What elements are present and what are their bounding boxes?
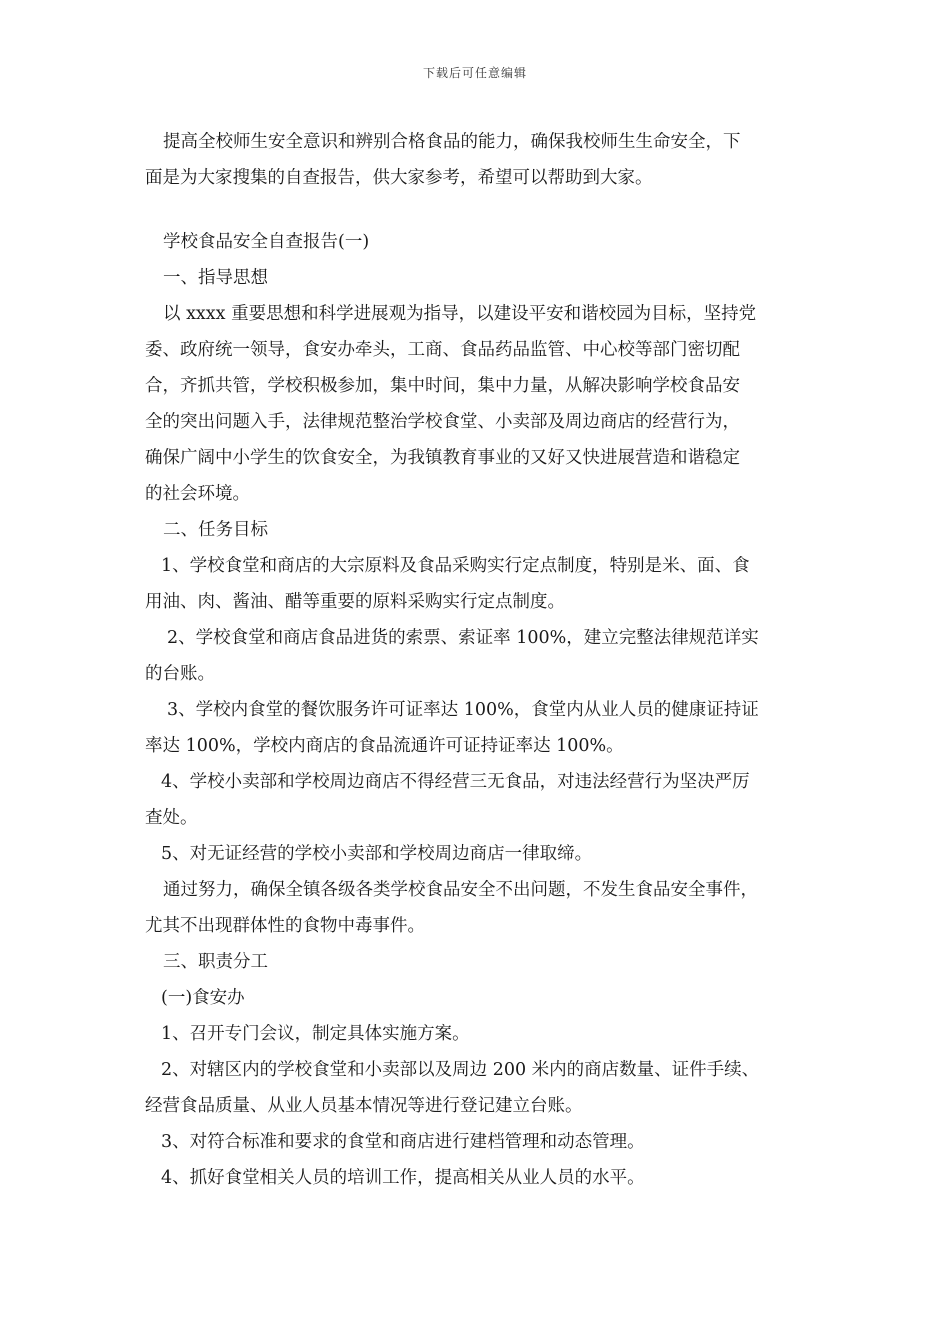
body-line: 委、政府统一领导，食安办牵头，工商、食品药品监管、中心校等部门密切配 — [145, 340, 740, 360]
paragraph-gap — [145, 196, 820, 224]
list-item-line: 经营食品质量、从业人员基本情况等进行登记建立台账。 — [145, 1096, 583, 1116]
body-line: 全的突出问题入手，法律规范整治学校食堂、小卖部及周边商店的经营行为， — [145, 412, 740, 432]
intro-line: 面是为大家搜集的自查报告，供大家参考，希望可以帮助到大家。 — [145, 168, 653, 188]
list-item-line: 5、对无证经营的学校小卖部和学校周边商店一律取缔。 — [161, 844, 593, 864]
document-body — [145, 124, 820, 1196]
subsection-heading: (一)食安办 — [161, 988, 245, 1008]
list-item-line: 用油、肉、酱油、醋等重要的原料采购实行定点制度。 — [145, 592, 565, 612]
list-item-line: 2、对辖区内的学校食堂和小卖部以及周边 200 米内的商店数量、证件手续、 — [161, 1060, 760, 1080]
list-item-line: 3、学校内食堂的餐饮服务许可证率达 100%，食堂内从业人员的健康证持证 — [167, 700, 759, 720]
body-line: 合，齐抓共管，学校积极参加，集中时间，集中力量，从解决影响学校食品安 — [145, 376, 740, 396]
list-item-line: 1、学校食堂和商店的大宗原料及食品采购实行定点制度，特别是米、面、食 — [161, 556, 750, 576]
list-item-line: 率达 100%，学校内商店的食品流通许可证持证率达 100%。 — [145, 736, 624, 756]
list-item-line: 查处。 — [145, 808, 198, 828]
body-line: 以 xxxx 重要思想和科学进展观为指导，以建设平安和谐校园为目标，坚持党 — [163, 304, 757, 324]
body-line: 通过努力，确保全镇各级各类学校食品安全不出问题，不发生食品安全事件， — [163, 880, 758, 900]
body-line: 的社会环境。 — [145, 484, 250, 504]
section-heading: 三、职责分工 — [163, 952, 268, 972]
list-item-line: 2、学校食堂和商店食品进货的索票、索证率 100%，建立完整法律规范详实 — [167, 628, 759, 648]
report-title: 学校食品安全自查报告(一) — [163, 232, 370, 252]
list-item-line: 4、抓好食堂相关人员的培训工作，提高相关从业人员的水平。 — [161, 1168, 645, 1188]
list-item-line: 4、学校小卖部和学校周边商店不得经营三无食品，对违法经营行为坚决严厉 — [161, 772, 750, 792]
list-item-line: 的台账。 — [145, 664, 215, 684]
body-line: 尤其不出现群体性的食物中毒事件。 — [145, 916, 425, 936]
intro-line: 提高全校师生安全意识和辨别合格食品的能力，确保我校师生生命安全，下 — [163, 132, 741, 152]
section-heading: 一、指导思想 — [163, 268, 268, 288]
header-note: 下载后可任意编辑 — [422, 66, 527, 80]
section-heading: 二、任务目标 — [163, 520, 268, 540]
body-line: 确保广阔中小学生的饮食安全，为我镇教育事业的又好又快进展营造和谐稳定 — [145, 448, 740, 468]
list-item-line: 1、召开专门会议，制定具体实施方案。 — [161, 1024, 470, 1044]
list-item-line: 3、对符合标准和要求的食堂和商店进行建档管理和动态管理。 — [161, 1132, 645, 1152]
